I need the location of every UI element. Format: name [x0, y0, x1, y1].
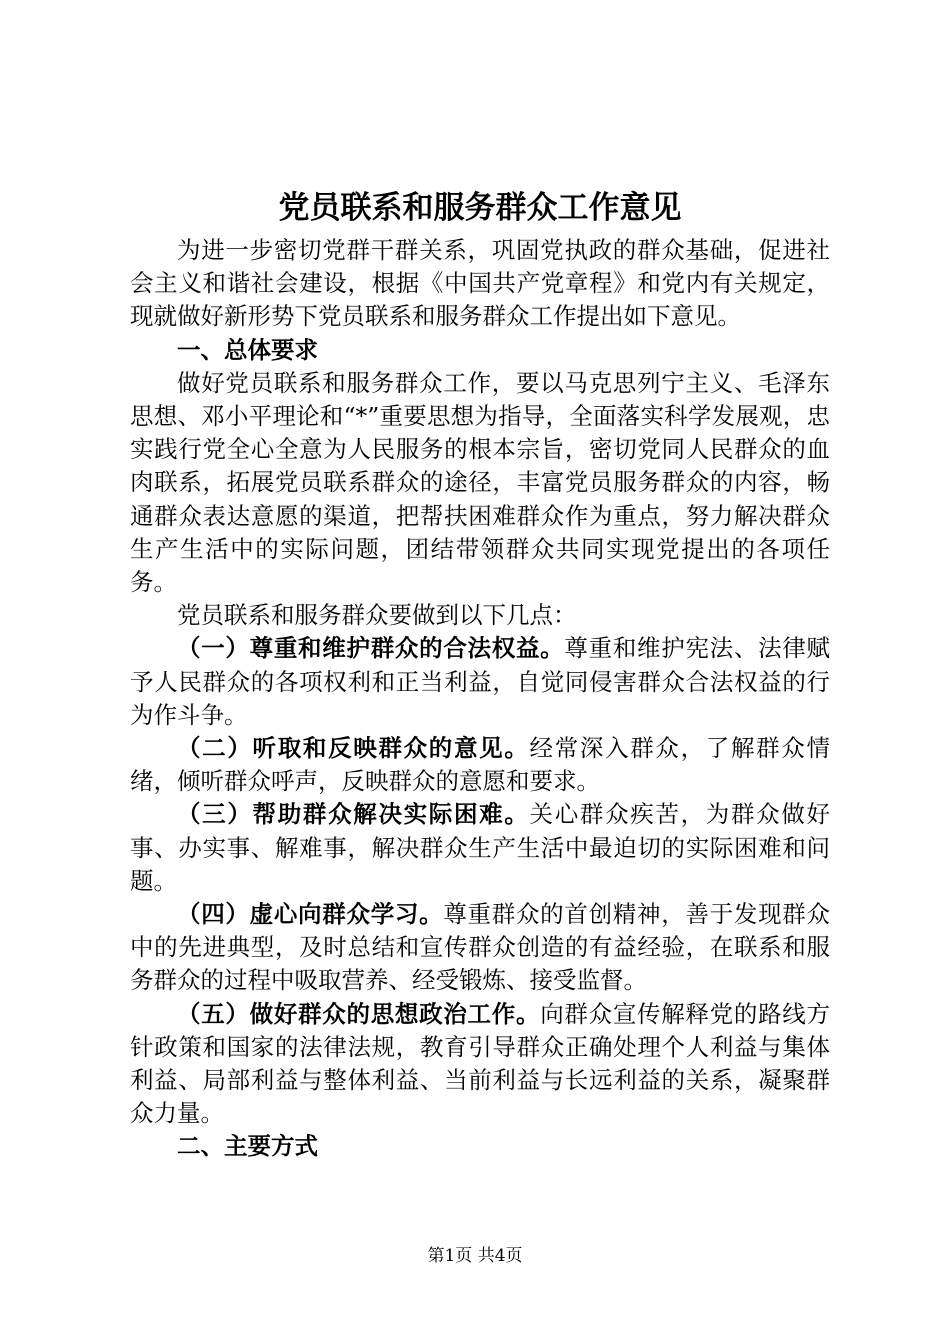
point-text: 经常深入群众，了解群众情绪，倾听群众呼声，反映群众的意愿和要求。 [130, 734, 831, 796]
point-text: 向群众宣传解释党的路线方针政策和国家的法律法规，教育引导群众正确处理个人利益与集体利益、局部利益与整体利益、当前利益与长远利益的关系，凝聚群众力量。 [130, 999, 831, 1128]
document-body [130, 234, 830, 1164]
point-lead: （二）听取和反映群众的意见。 [177, 734, 530, 763]
section-heading-2: 二、主要方式 [177, 1132, 318, 1161]
point-lead: （四）虚心向群众学习。 [177, 900, 444, 929]
point-text: 尊重和维护宪法、法律赋予人民群众的各项权利和正当利益，自觉同侵害群众合法权益的行为作斗争。 [130, 634, 831, 729]
point-paragraph-2 [130, 732, 830, 798]
page-number-footer: 第1页 共4页 [427, 1246, 523, 1266]
point-lead: （一）尊重和维护群众的合法权益。 [177, 634, 565, 663]
points-intro-paragraph: 党员联系和服务群众要做到以下几点： [177, 601, 577, 630]
section-1-paragraph: 做好党员联系和服务群众工作，要以马克思列宁主义、毛泽东思想、邓小平理论和“*”重要思想为指导，全面落实科学发展观，忠实践行党全心全意为人民服务的根本宗旨，密切党同人民群众的血肉联系，拓展党员联系群众的途径，丰富党员服务群众的内容，畅通群众表达意愿的渠道，把帮扶困难群众作为重点，努力解决群众生产生活中的实际问题，团结带领群众共同实现党提出的各项任务。 [130, 368, 830, 597]
document-title: 党员联系和服务群众工作意见 [278, 190, 682, 226]
point-lead: （三）帮助群众解决实际困难。 [177, 800, 530, 829]
intro-paragraph: 为进一步密切党群干群关系，巩固党执政的群众基础，促进社会主义和谐社会建设，根据《中国共产党章程》和党内有关规定，现就做好新形势下党员联系和服务群众工作提出如下意见。 [130, 236, 830, 331]
point-text: 关心群众疾苦，为群众做好事、办实事、解难事，解决群众生产生活中最迫切的实际困难和问题。 [130, 800, 831, 895]
section-heading-1: 一、总体要求 [177, 335, 318, 364]
point-paragraph-4 [130, 898, 830, 998]
point-paragraph-3 [130, 798, 830, 898]
point-paragraph-1 [130, 632, 830, 732]
point-paragraph-5 [130, 998, 830, 1131]
point-text: 尊重群众的首创精神，善于发现群众中的先进典型，及时总结和宣传群众创造的有益经验，在联系和服务群众的过程中吸取营养、经受锻炼、接受监督。 [130, 900, 831, 995]
point-lead: （五）做好群众的思想政治工作。 [177, 999, 541, 1028]
